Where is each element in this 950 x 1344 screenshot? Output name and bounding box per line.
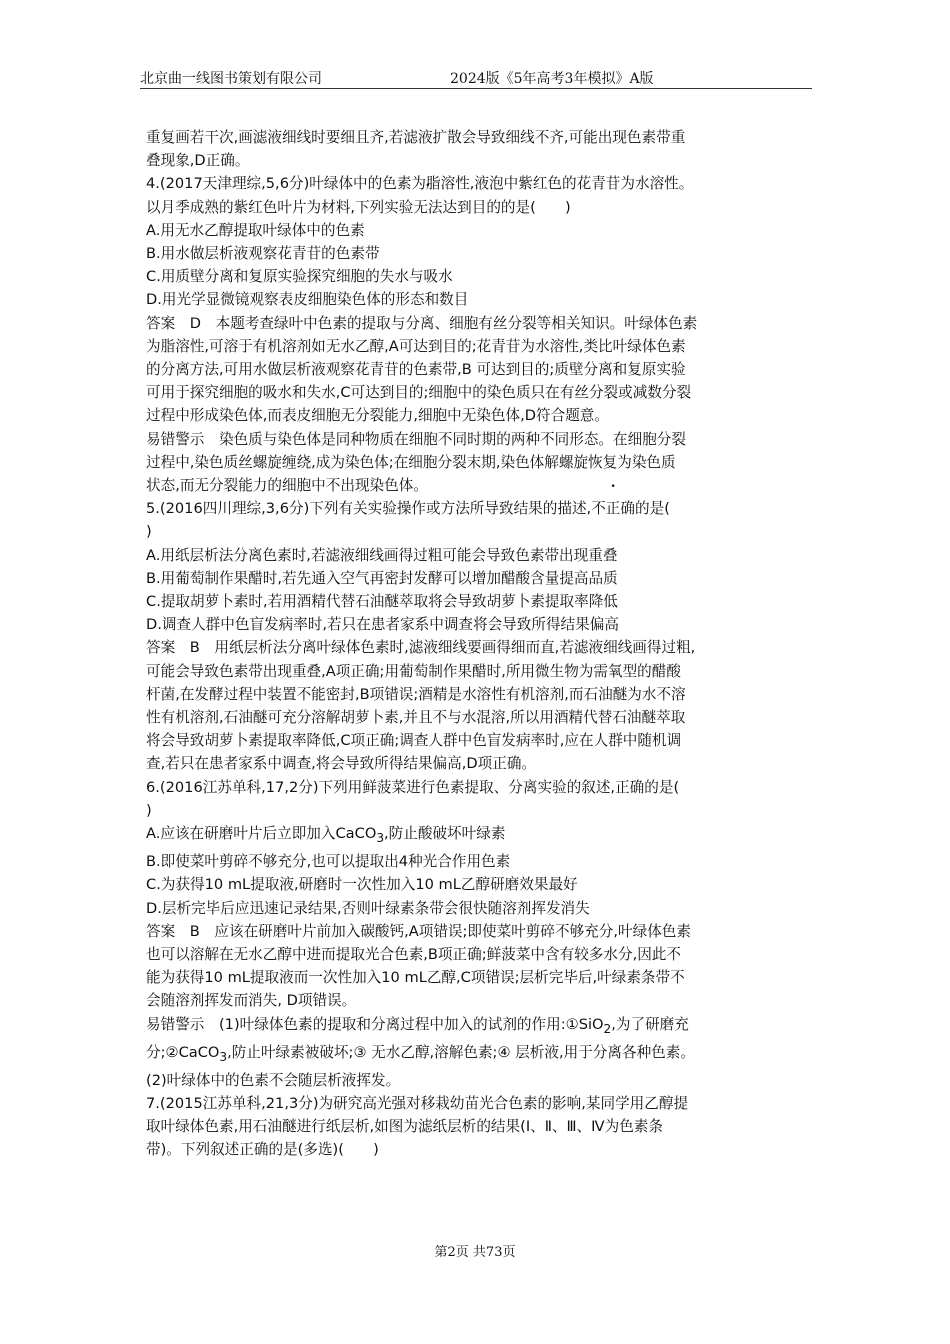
answer-6: 会随溶剂挥发而消失, D项错误。 [146, 992, 357, 1010]
option-b: B.用葡萄制作果醋时,若先通入空气再密封发酵可以增加醋酸含量提高品质 [146, 569, 618, 587]
answer-5: 将会导致胡萝卜素提取率降低,C项正确;调查人群中色盲发病率时,应在人群中随机调 [146, 732, 682, 750]
answer-4: 可用于探究细胞的吸水和失水,C可达到目的;细胞中的染色质只在有丝分裂或减数分裂 [146, 384, 692, 402]
option-c: C.为获得10 mL提取液,研磨时一次性加入10 mL乙醇研磨效果最好 [146, 876, 578, 894]
warning-6: (2)叶绿体中的色素不会随层析液挥发。 [146, 1071, 401, 1089]
option-c: C.提取胡萝卜素时,若用酒精代替石油醚萃取将会导致胡萝卜素提取率降低 [146, 593, 618, 611]
option-d: D.层析完毕后应迅速记录结果,否则叶绿素条带会很快随溶剂挥发消失 [146, 899, 590, 917]
option-a: A.用无水乙醇提取叶绿体中的色素 [146, 221, 365, 239]
page-number: 第2页 共73页 [434, 1245, 516, 1260]
option-b: B.即使菜叶剪碎不够充分,也可以提取出4种光合作用色素 [146, 853, 511, 871]
question-7-stem: 取叶绿体色素,用石油醚进行纸层析,如图为滤纸层析的结果(Ⅰ、Ⅱ、Ⅲ、Ⅳ为色素条 [146, 1118, 663, 1136]
answer-5: 杆菌,在发酵过程中装置不能密封,B项错误;酒精是水溶性有机溶剂,而石油醚为水不溶 [146, 685, 686, 703]
answer-6: 也可以溶解在无水乙醇中进而提取光合色素,B项正确;鲜菠菜中含有较多水分,因此不 [146, 946, 681, 964]
option-a: A.应该在研磨叶片后立即加入CaCO$_3$,防止酸破坏叶绿素 [146, 825, 506, 845]
option-c: C.用质壁分离和复原实验探究细胞的失水与吸水 [146, 268, 453, 286]
warning-6: 易错警示 (1)叶绿体色素的提取和分离过程中加入的试剂的作用:①SiO$_2$,为了研磨充 [146, 1015, 689, 1036]
text-line: 重复画若干次,画滤液细线时要细且齐,若滤液扩散会导致细线不齐,可能出现色素带重 [146, 129, 686, 146]
answer-4: 过程中形成染色体,而表皮细胞无分裂能力,细胞中无染色体,D符合题意。 [146, 407, 609, 425]
question-4-stem: 4.(2017天津理综,5,6分)叶绿体中的色素为脂溶性,液泡中紫红色的花青苷为水溶性。 [146, 175, 694, 193]
question-5-stem: 5.(2016四川理综,3,6分)下列有关实验操作或方法所导致结果的描述,不正确的是( [146, 497, 812, 520]
question-5-stem-cont: ) [146, 523, 152, 541]
header-company: 北京曲一线图书策划有限公司 [140, 71, 322, 87]
answer-4: 为脂溶性,可溶于有机溶剂如无水乙醇,A可达到目的;花青苷为水溶性,类比叶绿体色素 [146, 337, 686, 355]
answer-5: 性有机溶剂,石油醚可充分溶解胡萝卜素,并且不与水混溶,所以用酒精代替石油醚萃取 [146, 709, 686, 727]
answer-4: 的分离方法,可用水做层析液观察花青苷的色素带,B 可达到目的;质壁分离和复原实验 [146, 361, 686, 379]
option-a: A.用纸层析法分离色素时,若滤液细线画得过粗可能会导致色素带出现重叠 [146, 546, 618, 564]
warning-6: 分;②CaCO$_3$,防止叶绿素被破坏;③ 无水乙醇,溶解色素;④ 层析液,用于分离各种色素。 [146, 1043, 695, 1064]
question-4-stem-cont: 以月季成熟的紫红色叶片为材料,下列实验无法达到目的的是( ) [146, 196, 812, 219]
answer-6: 答案 B 应该在研磨叶片前加入碳酸钙,A项错误;即使菜叶剪碎不够充分,叶绿体色素 [146, 922, 691, 940]
question-6-stem: 6.(2016江苏单科,17,2分)下列用鲜菠菜进行色素提取、分离实验的叙述,正确的是( [146, 778, 680, 796]
document-body [146, 126, 812, 1162]
answer-5: 可能会导致色素带出现重叠,A项正确;用葡萄制作果醋时,所用微生物为需氧型的醋酸 [146, 662, 681, 680]
option-b: B.用水做层析液观察花青苷的色素带 [146, 245, 380, 263]
warning-4: 过程中,染色质丝螺旋缠绕,成为染色体;在细胞分裂末期,染色体解螺旋恢复为染色质 [146, 453, 676, 471]
text-line: 叠现象,D正确。 [146, 152, 250, 170]
emphasis-mark: 不正确 [591, 500, 635, 518]
warning-4: 状态,而无分裂能力的细胞中不出现染色体。 [146, 477, 428, 495]
header-divider [140, 88, 812, 89]
emphasis-mark: 无法 [413, 198, 443, 216]
page-header [140, 66, 812, 88]
question-7-stem: 7.(2015江苏单科,21,3分)为研究高光强对移栽幼苗光合色素的影响,某同学用乙醇提 [146, 1095, 689, 1113]
answer-5: 查,若只在患者家系中调查,将会导致所得结果偏高,D项正确。 [146, 755, 537, 773]
option-d: D.用光学显微镜观察表皮细胞染色体的形态和数目 [146, 291, 469, 309]
header-book-title: 2024版《5年高考3年模拟》A版 [450, 71, 654, 87]
question-7-stem: 带)。下列叙述正确的是(多选)( ) [146, 1141, 379, 1159]
warning-4: 易错警示 染色质与染色体是同种物质在细胞不同时期的两种不同形态。在细胞分裂 [146, 430, 686, 448]
option-d: D.调查人群中色盲发病率时,若只在患者家系中调查将会导致所得结果偏高 [146, 616, 619, 634]
answer-6: 能为获得10 mL提取液而一次性加入10 mL乙醇,C项错误;层析完毕后,叶绿素条带不 [146, 969, 685, 987]
question-6-stem-cont: ) [146, 801, 152, 819]
answer-4: 答案 D 本题考查绿叶中色素的提取与分离、细胞有丝分裂等相关知识。叶绿体色素 [146, 314, 698, 332]
answer-5: 答案 B 用纸层析法分离叶绿体色素时,滤液细线要画得细而直,若滤液细线画得过粗, [146, 639, 696, 657]
